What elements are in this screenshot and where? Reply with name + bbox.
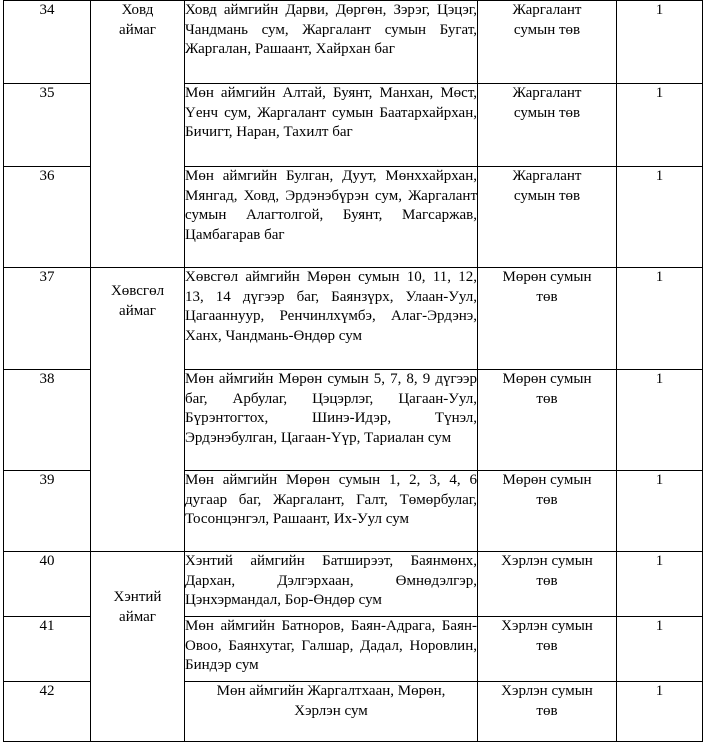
center-label: Мөрөн сумын төв	[502, 472, 592, 508]
district-number: 40	[4, 552, 91, 617]
aimag-label: Хөвсгөл аймаг	[110, 283, 165, 319]
district-number: 38	[4, 370, 91, 471]
center-label: Хэрлэн сумын төв	[501, 553, 593, 589]
district-description	[185, 682, 478, 742]
table-row	[4, 1, 703, 84]
district-center	[478, 370, 617, 471]
seat-count: 1	[617, 552, 703, 617]
seat-count: 1	[617, 268, 703, 370]
district-number: 42	[4, 682, 91, 742]
district-description: Хэнтий аймгийн Батширээт, Баянмөнх, Дархан, Дэлгэрхаан, Өмнөдэлгэр, Цэнхэрмандал, Бор-Өндөр сум	[185, 552, 478, 617]
seat-count: 1	[617, 84, 703, 167]
seat-count: 1	[617, 682, 703, 742]
district-description: Мөн аймгийн Батноров, Баян-Адрага, Баян-Овоо, Баянхутаг, Галшар, Дадал, Норовлин, Биндэр сум	[185, 617, 478, 682]
district-number: 41	[4, 617, 91, 682]
center-label: Жаргалант сумын төв	[512, 2, 582, 38]
district-center	[478, 617, 617, 682]
table-row	[4, 552, 703, 617]
district-number: 39	[4, 471, 91, 552]
aimag-name	[91, 1, 185, 268]
aimag-name	[91, 552, 185, 742]
district-center	[478, 268, 617, 370]
district-center	[478, 167, 617, 268]
district-description: Хөвсгөл аймгийн Мөрөн сумын 10, 11, 12, 13, 14 дүгээр баг, Баянзүрх, Улаан-Уул, Цагааннуур, Ренчинлхүмбэ, Алаг-Эрдэнэ, Ханх, Чандмань-Өндөр сум	[185, 268, 478, 370]
district-number: 34	[4, 1, 91, 84]
center-label: Хэрлэн сумын төв	[501, 683, 593, 719]
district-center	[478, 682, 617, 742]
district-description: Мөн аймгийн Алтай, Буянт, Манхан, Мөст, Үенч сум, Жаргалант сумын Баатархайрхан, Бичигт, Наран, Тахилт баг	[185, 84, 478, 167]
district-center	[478, 84, 617, 167]
district-description: Мөн аймгийн Булган, Дуут, Мөнххайрхан, Мянгад, Ховд, Эрдэнэбүрэн сум, Жаргалант сумын Алагтолгой, Буянт, Магсаржав, Цамбагарав баг	[185, 167, 478, 268]
description-text: Мөн аймгийн Жаргалтхаан, Мөрөн, Хэрлэн сум	[216, 683, 446, 719]
aimag-name	[91, 268, 185, 552]
seat-count: 1	[617, 167, 703, 268]
district-description: Мөн аймгийн Мөрөн сумын 5, 7, 8, 9 дүгээр баг, Арбулаг, Цэцэрлэг, Цагаан-Уул, Бүрэнтогтох, Шинэ-Идэр, Түнэл, Эрдэнэбулган, Цагаан-Үүр, Тариалан сум	[185, 370, 478, 471]
election-district-table	[3, 0, 703, 742]
seat-count: 1	[617, 370, 703, 471]
center-label: Мөрөн сумын төв	[502, 269, 592, 305]
center-label: Жаргалант сумын төв	[512, 85, 582, 121]
seat-count: 1	[617, 471, 703, 552]
center-label: Жаргалант сумын төв	[512, 168, 582, 204]
district-number: 37	[4, 268, 91, 370]
seat-count: 1	[617, 1, 703, 84]
aimag-label: Ховд аймаг	[119, 2, 156, 38]
center-label: Хэрлэн сумын төв	[501, 618, 593, 654]
center-label: Мөрөн сумын төв	[502, 371, 592, 407]
district-number: 35	[4, 84, 91, 167]
table-row	[4, 268, 703, 370]
district-center	[478, 471, 617, 552]
aimag-label: Хэнтий аймаг	[113, 589, 162, 625]
district-center	[478, 552, 617, 617]
district-number: 36	[4, 167, 91, 268]
district-center	[478, 1, 617, 84]
district-description: Мөн аймгийн Мөрөн сумын 1, 2, 3, 4, 6 дугаар баг, Жаргалант, Галт, Төмөрбулаг, Тосонцэнгэл, Рашаант, Их-Уул сум	[185, 471, 478, 552]
seat-count: 1	[617, 617, 703, 682]
district-description: Ховд аймгийн Дарви, Дөргөн, Зэрэг, Цэцэг, Чандмань сум, Жаргалант сумын Бугат, Жаргалан, Рашаант, Хайрхан баг	[185, 1, 478, 84]
